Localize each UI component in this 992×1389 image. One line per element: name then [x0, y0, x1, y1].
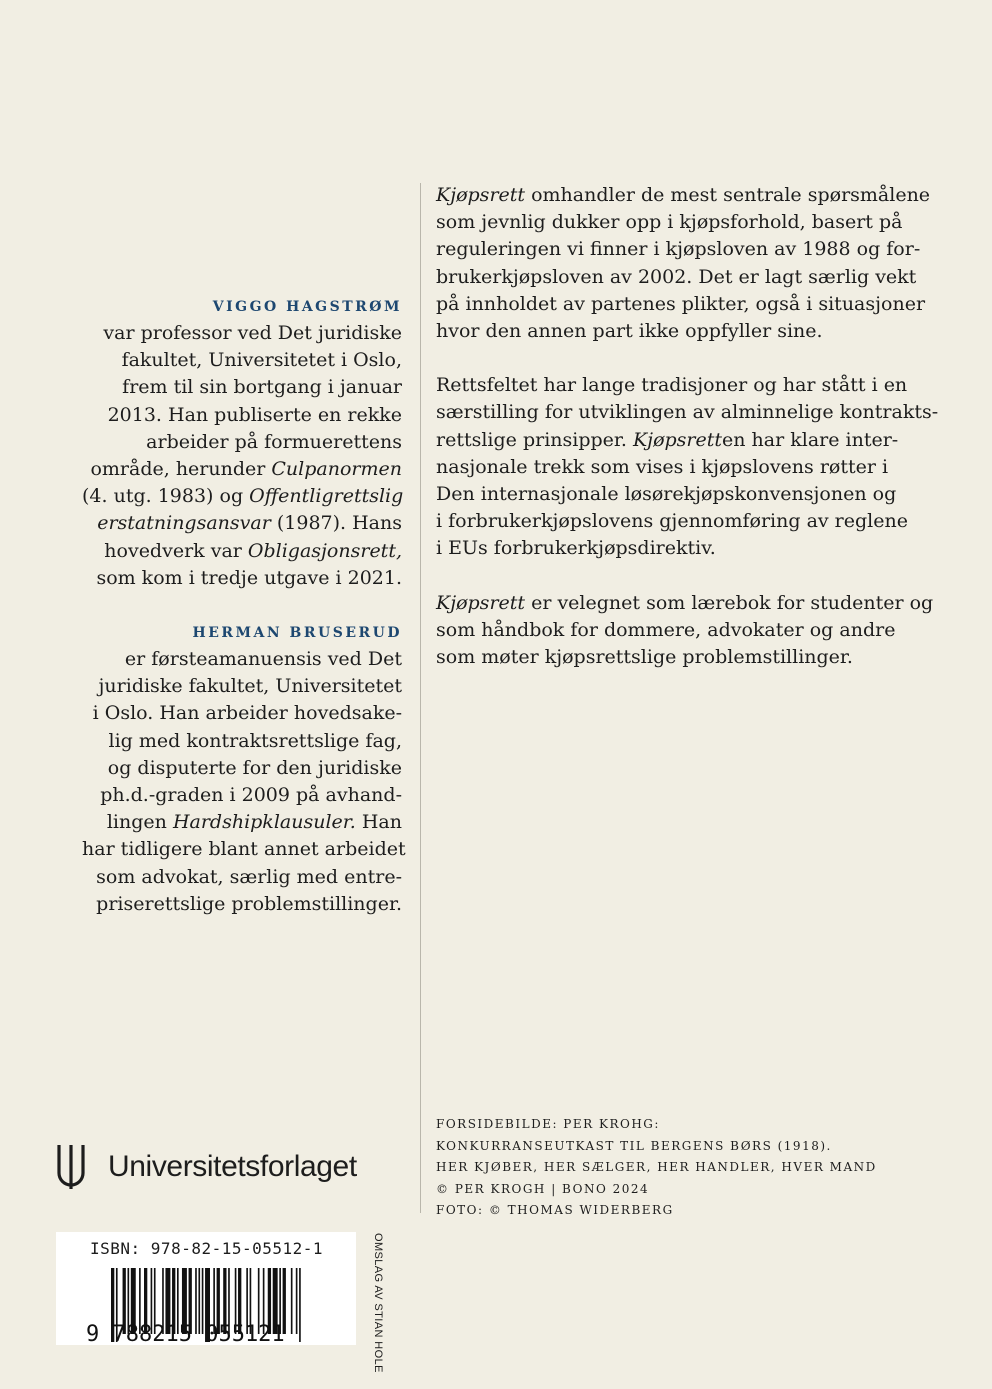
- bio-line: arbeider på formuerettens: [146, 430, 402, 453]
- text-line: i forbrukerkjøpslovens gjennomføring av reglene: [436, 510, 908, 533]
- text-line: som håndbok for dommere, advokater og andre: [436, 618, 896, 641]
- text-line: hvor den annen part ikke oppfyller sine.: [436, 320, 823, 343]
- author-block-bruserud: [82, 623, 406, 918]
- text-line: nasjonale trekk som vises i kjøpslovens røtter i: [436, 455, 889, 478]
- bio-line: priserettslige problemstillinger.: [96, 892, 402, 915]
- credit-line: HER KJØBER, HER SÆLGER, HER HANDLER, HVER MAND: [436, 1160, 877, 1174]
- text-line: brukerkjøpsloven av 2002. Det er lagt særlig vekt: [436, 265, 917, 288]
- publisher-mark-icon: [56, 1143, 86, 1191]
- credit-line: © PER KROGH | BONO 2024: [436, 1181, 650, 1196]
- bio-line: og disputerte for den juridiske: [107, 756, 402, 779]
- author-block-hagstrom: [82, 297, 402, 592]
- text-line: i EUs forbrukerkjøpsdirektiv.: [436, 537, 716, 560]
- bio-line: erstatningsansvar (1987). Hans: [97, 512, 402, 535]
- publisher-logo: [56, 1143, 357, 1191]
- isbn-number: ISBN: 978-82-15-05512-1: [90, 1239, 324, 1258]
- description-paragraph: [436, 590, 956, 672]
- author-name: VIGGO HAGSTRØM: [212, 299, 402, 315]
- bio-line: har tidligere blant annet arbeidet: [82, 838, 406, 861]
- description-paragraph: [436, 182, 956, 345]
- credit-line: FORSIDEBILDE: PER KROHG:: [436, 1117, 660, 1131]
- bio-line: var professor ved Det juridiske: [103, 322, 402, 344]
- text-line: Den internasjonale løsørekjøpskonvensjonen og: [436, 483, 897, 506]
- barcode-bar: [291, 1268, 293, 1334]
- book-description: [436, 182, 956, 698]
- text-line: på innholdet av partenes plikter, også i situasjoner: [436, 292, 926, 315]
- bio-line: juridiske fakultet, Universitetet: [98, 675, 402, 698]
- credit-line: FOTO: © THOMAS WIDERBERG: [436, 1203, 674, 1217]
- author-name: HERMAN BRUSERUD: [192, 625, 402, 641]
- bio-line: som advokat, særlig med entre-: [96, 865, 402, 888]
- bio-line: lig med kontraktsrettslige fag,: [108, 729, 402, 752]
- bio-line: i Oslo. Han arbeider hovedsake-: [92, 702, 402, 725]
- text-line: særstilling for utviklingen av alminnelige kontrakts-: [436, 401, 939, 424]
- credit-line: KONKURRANSEUTKAST TIL BERGENS BØRS (1918).: [436, 1138, 832, 1153]
- bio-line: som kom i tredje utgave i 2021.: [96, 566, 402, 589]
- cover-designer-credit: OMSLAG AV STIAN HOLE: [372, 1233, 384, 1373]
- text-line: rettslige prinsipper. Kjøpsretten har klare inter-: [436, 428, 899, 451]
- bio-line: frem til sin bortgang i januar: [122, 376, 402, 399]
- author-bio: [82, 646, 406, 918]
- barcode: [56, 1232, 356, 1345]
- bio-line: ph.d.-graden i 2009 på avhand-: [100, 784, 402, 807]
- image-credits: [436, 1114, 877, 1222]
- publisher-name: Universitetsforlaget: [108, 1150, 357, 1183]
- barcode-box: [56, 1232, 356, 1345]
- text-line: Rettsfeltet har lange tradisjoner og har stått i en: [436, 374, 908, 397]
- text-line: Kjøpsrett omhandler de mest sentrale spørsmålene: [436, 184, 931, 206]
- bio-line: 2013. Han publiserte en rekke: [107, 403, 402, 426]
- barcode-bar: [299, 1268, 301, 1342]
- bio-line: (4. utg. 1983) og Offentligrettslig: [82, 485, 404, 508]
- bio-line: hovedverk var Obligasjonsrett,: [104, 539, 402, 562]
- bio-line: er førsteamanuensis ved Det: [124, 648, 402, 670]
- bio-line: lingen Hardshipklausuler. Han: [106, 811, 402, 834]
- text-line: reguleringen vi finner i kjøpsloven av 1988 og for-: [436, 238, 921, 261]
- text-line: som møter kjøpsrettslige problemstillinger.: [436, 646, 853, 669]
- description-paragraph: [436, 372, 956, 562]
- text-line: som jevnlig dukker opp i kjøpsforhold, basert på: [436, 211, 903, 234]
- bio-line: fakultet, Universitetet i Oslo,: [121, 349, 402, 372]
- text-line: Kjøpsrett er velegnet som lærebok for studenter og: [436, 591, 934, 614]
- column-divider: [420, 183, 421, 1213]
- bio-line: område, herunder Culpanormen: [90, 458, 402, 481]
- barcode-digits: 9 788215 055121: [86, 1322, 285, 1345]
- author-bio: [82, 320, 402, 592]
- barcode-bar: [296, 1268, 298, 1334]
